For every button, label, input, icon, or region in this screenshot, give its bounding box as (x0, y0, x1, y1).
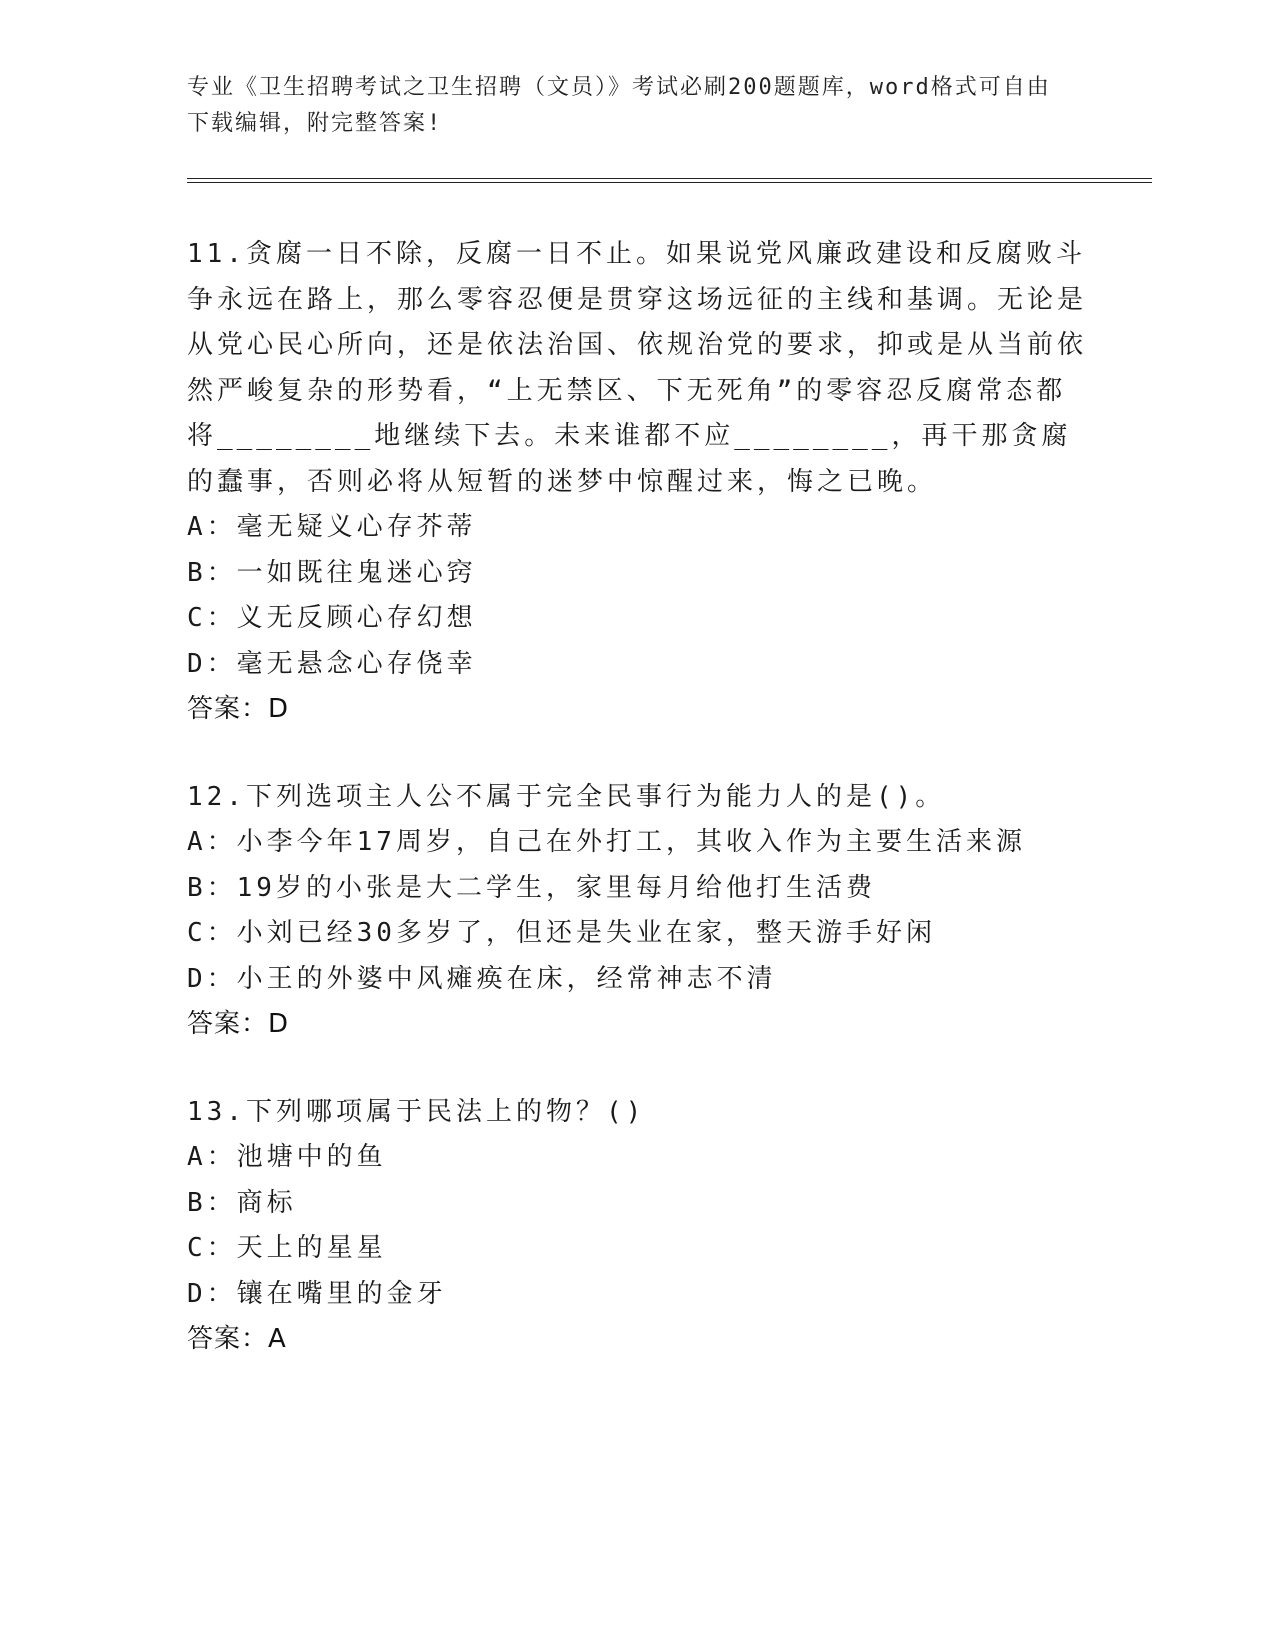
document-page (187, 0, 1152, 1650)
option-c: C：小刘已经30多岁了，但还是失业在家，整天游手好闲 (187, 918, 936, 948)
option-b: B：一如既往鬼迷心窍 (187, 557, 477, 588)
option-c: C：义无反顾心存幻想 (187, 603, 477, 633)
answer-line: 答案：D (187, 1009, 290, 1039)
option-c: C：天上的星星 (187, 1233, 387, 1263)
option-d: D：小王的外婆中风瘫痪在床，经常神志不清 (187, 963, 777, 994)
option-b: B：19岁的小张是大二学生，家里每月给他打生活费 (187, 872, 876, 903)
option-b: B：商标 (187, 1187, 297, 1218)
answer-line: 答案：D (187, 694, 290, 724)
question-stem: 12.下列选项主人公不属于完全民事行为能力人的是()。 (187, 781, 946, 812)
option-list (187, 505, 1087, 687)
question-list (187, 232, 1087, 1405)
option-list (187, 1135, 1087, 1317)
option-d: D：镶在嘴里的金牙 (187, 1278, 447, 1309)
answer-line: 答案：A (187, 1324, 287, 1354)
question-12 (187, 775, 1087, 1048)
option-list (187, 820, 1087, 1002)
question-stem: 11.贪腐一日不除，反腐一日不止。如果说党风廉政建设和反腐败斗争永远在路上，那么零容忍便是贯穿这场远征的主线和基调。无论是从党心民心所向，还是依法治国、依规治党的要求，抑或是从当前依然严峻复杂的形势看，“上无禁区、下无死角”的零容忍反腐常态都将________地继续下去。未来谁都不应________，再干那贪腐的蠢事，否则必将从短暂的迷梦中惊醒过来，悔之已晚。 (187, 239, 1088, 497)
option-a: A：毫无疑义心存芥蒂 (187, 512, 477, 542)
question-13 (187, 1090, 1087, 1363)
option-a: A：池塘中的鱼 (187, 1142, 387, 1172)
header-divider (187, 178, 1152, 183)
question-11 (187, 232, 1087, 733)
document-header: 专业《卫生招聘考试之卫生招聘（文员）》考试必刷200题题库，word格式可自由下载编辑，附完整答案! (187, 75, 1051, 136)
option-d: D：毫无悬念心存侥幸 (187, 648, 477, 679)
option-a: A：小李今年17周岁，自己在外打工，其收入作为主要生活来源 (187, 827, 1026, 857)
question-stem: 13.下列哪项属于民法上的物？() (187, 1096, 646, 1127)
